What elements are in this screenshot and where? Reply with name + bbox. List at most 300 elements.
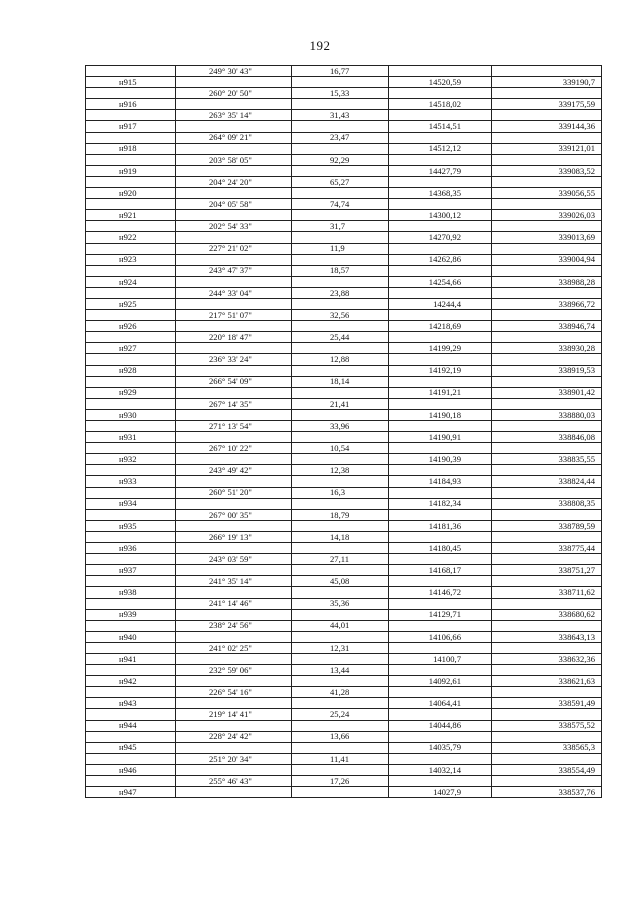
empty-y-cell [492,576,602,587]
empty-y-cell [492,221,602,232]
segment-row [86,709,602,720]
point-name-cell: н926 [86,321,176,332]
distance-cell: 33,96 [292,421,389,432]
y-coordinate-cell: 338775,44 [492,543,602,554]
empty-angle-cell [176,498,292,509]
point-row [86,387,602,398]
x-coordinate-cell: 14092,61 [389,676,492,687]
x-coordinate-cell: 14129,71 [389,609,492,620]
x-coordinate-cell: 14192,19 [389,365,492,376]
y-coordinate-cell: 338808,35 [492,498,602,509]
segment-row [86,687,602,698]
segment-row [86,753,602,764]
empty-distance-cell [292,343,389,354]
bearing-angle-cell: 267° 00' 35" [176,509,292,520]
x-coordinate-cell: 14106,66 [389,631,492,642]
bearing-angle-cell: 232° 59' 06" [176,665,292,676]
y-coordinate-cell: 338575,52 [492,720,602,731]
empty-x-cell [389,354,492,365]
empty-distance-cell [292,698,389,709]
empty-point-cell [86,665,176,676]
empty-distance-cell [292,409,389,420]
empty-point-cell [86,154,176,165]
point-name-cell: н919 [86,165,176,176]
x-coordinate-cell: 14027,9 [389,787,492,798]
empty-point-cell [86,310,176,321]
empty-y-cell [492,665,602,676]
empty-angle-cell [176,121,292,132]
empty-point-cell [86,465,176,476]
empty-distance-cell [292,742,389,753]
point-row [86,232,602,243]
bearing-angle-cell: 264° 09' 21" [176,132,292,143]
empty-point-cell [86,598,176,609]
empty-x-cell [389,243,492,254]
segment-row [86,554,602,565]
point-row [86,143,602,154]
x-coordinate-cell: 14190,91 [389,432,492,443]
y-coordinate-cell: 338824,44 [492,476,602,487]
point-row [86,409,602,420]
segment-row [86,265,602,276]
point-row [86,188,602,199]
distance-cell: 14,18 [292,531,389,542]
empty-x-cell [389,132,492,143]
empty-angle-cell [176,720,292,731]
point-name-cell: н921 [86,210,176,221]
empty-distance-cell [292,365,389,376]
point-row [86,121,602,132]
point-name-cell: н936 [86,543,176,554]
point-name-cell: н916 [86,99,176,110]
empty-distance-cell [292,210,389,221]
bearing-angle-cell: 243° 49' 42" [176,465,292,476]
empty-y-cell [492,310,602,321]
empty-x-cell [389,731,492,742]
point-name-cell: н925 [86,298,176,309]
empty-y-cell [492,66,602,77]
point-row [86,276,602,287]
empty-distance-cell [292,631,389,642]
x-coordinate-cell: 14168,17 [389,565,492,576]
empty-point-cell [86,287,176,298]
distance-cell: 18,79 [292,509,389,520]
point-name-cell: н928 [86,365,176,376]
point-name-cell: н935 [86,520,176,531]
empty-point-cell [86,66,176,77]
y-coordinate-cell: 338919,53 [492,365,602,376]
empty-angle-cell [176,254,292,265]
empty-angle-cell [176,609,292,620]
segment-row [86,332,602,343]
empty-angle-cell [176,232,292,243]
empty-distance-cell [292,565,389,576]
empty-distance-cell [292,165,389,176]
x-coordinate-cell: 14044,86 [389,720,492,731]
empty-distance-cell [292,720,389,731]
empty-distance-cell [292,543,389,554]
empty-angle-cell [176,787,292,798]
segment-row [86,376,602,387]
distance-cell: 45,08 [292,576,389,587]
empty-point-cell [86,221,176,232]
empty-y-cell [492,88,602,99]
point-name-cell: н931 [86,432,176,443]
empty-y-cell [492,199,602,210]
empty-angle-cell [176,387,292,398]
segment-row [86,132,602,143]
empty-x-cell [389,332,492,343]
distance-cell: 92,29 [292,154,389,165]
empty-point-cell [86,731,176,742]
empty-angle-cell [176,188,292,199]
empty-x-cell [389,421,492,432]
distance-cell: 17,26 [292,776,389,787]
segment-row [86,199,602,210]
bearing-angle-cell: 243° 47' 37" [176,265,292,276]
empty-distance-cell [292,653,389,664]
x-coordinate-cell: 14100,7 [389,653,492,664]
empty-distance-cell [292,232,389,243]
distance-cell: 31,43 [292,110,389,121]
empty-x-cell [389,154,492,165]
empty-distance-cell [292,787,389,798]
point-name-cell: н930 [86,409,176,420]
empty-angle-cell [176,454,292,465]
coordinates-table-body [86,66,602,798]
empty-y-cell [492,465,602,476]
point-name-cell: н943 [86,698,176,709]
bearing-angle-cell: 241° 14' 46" [176,598,292,609]
bearing-angle-cell: 219° 14' 41" [176,709,292,720]
empty-angle-cell [176,476,292,487]
point-row [86,165,602,176]
point-name-cell: н944 [86,720,176,731]
distance-cell: 18,14 [292,376,389,387]
y-coordinate-cell: 338643,13 [492,631,602,642]
segment-row [86,154,602,165]
empty-angle-cell [176,764,292,775]
point-row [86,343,602,354]
empty-y-cell [492,487,602,498]
bearing-angle-cell: 203° 58' 05" [176,154,292,165]
y-coordinate-cell: 338554,49 [492,764,602,775]
segment-row [86,665,602,676]
x-coordinate-cell: 14514,51 [389,121,492,132]
distance-cell: 12,88 [292,354,389,365]
y-coordinate-cell: 338880,03 [492,409,602,420]
y-coordinate-cell: 339144,36 [492,121,602,132]
empty-angle-cell [176,565,292,576]
x-coordinate-cell: 14244,4 [389,298,492,309]
segment-row [86,776,602,787]
point-name-cell: н939 [86,609,176,620]
empty-x-cell [389,221,492,232]
point-row [86,99,602,110]
point-row [86,742,602,753]
empty-point-cell [86,620,176,631]
segment-row [86,421,602,432]
empty-point-cell [86,132,176,143]
y-coordinate-cell: 338846,08 [492,432,602,443]
empty-y-cell [492,398,602,409]
point-row [86,365,602,376]
empty-point-cell [86,687,176,698]
empty-x-cell [389,776,492,787]
point-name-cell: н940 [86,631,176,642]
x-coordinate-cell: 14064,41 [389,698,492,709]
segment-row [86,642,602,653]
empty-y-cell [492,265,602,276]
y-coordinate-cell: 338680,62 [492,609,602,620]
point-name-cell: н917 [86,121,176,132]
y-coordinate-cell: 338988,28 [492,276,602,287]
point-name-cell: н938 [86,587,176,598]
empty-point-cell [86,176,176,187]
point-name-cell: н947 [86,787,176,798]
bearing-angle-cell: 204° 24' 20" [176,176,292,187]
empty-distance-cell [292,609,389,620]
empty-point-cell [86,110,176,121]
y-coordinate-cell: 339056,55 [492,188,602,199]
empty-y-cell [492,776,602,787]
bearing-angle-cell: 267° 14' 35" [176,398,292,409]
empty-y-cell [492,176,602,187]
segment-row [86,66,602,77]
x-coordinate-cell: 14146,72 [389,587,492,598]
empty-distance-cell [292,121,389,132]
empty-x-cell [389,265,492,276]
empty-x-cell [389,310,492,321]
y-coordinate-cell: 339004,94 [492,254,602,265]
empty-distance-cell [292,298,389,309]
empty-point-cell [86,531,176,542]
y-coordinate-cell: 338632,36 [492,653,602,664]
empty-y-cell [492,243,602,254]
empty-angle-cell [176,298,292,309]
distance-cell: 13,44 [292,665,389,676]
point-row [86,653,602,664]
empty-x-cell [389,465,492,476]
x-coordinate-cell: 14270,92 [389,232,492,243]
distance-cell: 11,41 [292,753,389,764]
empty-point-cell [86,88,176,99]
distance-cell: 15,33 [292,88,389,99]
distance-cell: 18,57 [292,265,389,276]
bearing-angle-cell: 266° 19' 13" [176,531,292,542]
y-coordinate-cell: 339190,7 [492,77,602,88]
bearing-angle-cell: 243° 03' 59" [176,554,292,565]
empty-point-cell [86,398,176,409]
distance-cell: 27,11 [292,554,389,565]
empty-distance-cell [292,454,389,465]
empty-y-cell [492,443,602,454]
point-name-cell: н922 [86,232,176,243]
bearing-angle-cell: 220° 18' 47" [176,332,292,343]
empty-x-cell [389,665,492,676]
point-name-cell: н915 [86,77,176,88]
distance-cell: 13,66 [292,731,389,742]
distance-cell: 32,56 [292,310,389,321]
x-coordinate-cell: 14512,12 [389,143,492,154]
distance-cell: 11,9 [292,243,389,254]
empty-distance-cell [292,77,389,88]
y-coordinate-cell: 338565,3 [492,742,602,753]
bearing-angle-cell: 266° 54' 09" [176,376,292,387]
empty-x-cell [389,753,492,764]
empty-y-cell [492,709,602,720]
empty-y-cell [492,376,602,387]
distance-cell: 35,36 [292,598,389,609]
empty-x-cell [389,531,492,542]
point-name-cell: н934 [86,498,176,509]
x-coordinate-cell: 14262,86 [389,254,492,265]
segment-row [86,509,602,520]
point-row [86,254,602,265]
segment-row [86,576,602,587]
point-row [86,631,602,642]
empty-point-cell [86,332,176,343]
empty-angle-cell [176,210,292,221]
empty-angle-cell [176,365,292,376]
empty-point-cell [86,265,176,276]
empty-distance-cell [292,99,389,110]
bearing-angle-cell: 217° 51' 07" [176,310,292,321]
x-coordinate-cell: 14427,79 [389,165,492,176]
empty-point-cell [86,354,176,365]
bearing-angle-cell: 241° 35' 14" [176,576,292,587]
point-name-cell: н924 [86,276,176,287]
y-coordinate-cell: 339013,69 [492,232,602,243]
bearing-angle-cell: 238° 24' 56" [176,620,292,631]
x-coordinate-cell: 14032,14 [389,764,492,775]
y-coordinate-cell: 339175,59 [492,99,602,110]
bearing-angle-cell: 267° 10' 22" [176,443,292,454]
empty-angle-cell [176,543,292,554]
point-row [86,787,602,798]
distance-cell: 31,7 [292,221,389,232]
x-coordinate-cell: 14190,39 [389,454,492,465]
empty-angle-cell [176,99,292,110]
empty-point-cell [86,642,176,653]
point-row [86,432,602,443]
distance-cell: 12,31 [292,642,389,653]
y-coordinate-cell: 339083,52 [492,165,602,176]
coordinates-table [85,65,602,798]
segment-row [86,487,602,498]
empty-angle-cell [176,676,292,687]
empty-distance-cell [292,432,389,443]
point-name-cell: н933 [86,476,176,487]
empty-distance-cell [292,254,389,265]
point-name-cell: н942 [86,676,176,687]
y-coordinate-cell: 338946,74 [492,321,602,332]
y-coordinate-cell: 338930,28 [492,343,602,354]
segment-row [86,243,602,254]
empty-x-cell [389,642,492,653]
empty-point-cell [86,243,176,254]
page-number: 192 [309,38,331,53]
empty-point-cell [86,509,176,520]
point-name-cell: н918 [86,143,176,154]
empty-x-cell [389,687,492,698]
empty-x-cell [389,509,492,520]
bearing-angle-cell: 202° 54' 33" [176,221,292,232]
empty-x-cell [389,110,492,121]
empty-point-cell [86,487,176,498]
distance-cell: 74,74 [292,199,389,210]
empty-angle-cell [176,742,292,753]
point-name-cell: н923 [86,254,176,265]
empty-angle-cell [176,143,292,154]
x-coordinate-cell: 14368,35 [389,188,492,199]
y-coordinate-cell: 338591,49 [492,698,602,709]
empty-point-cell [86,776,176,787]
point-row [86,587,602,598]
empty-angle-cell [176,432,292,443]
empty-point-cell [86,443,176,454]
y-coordinate-cell: 338901,42 [492,387,602,398]
point-name-cell: н946 [86,764,176,775]
empty-distance-cell [292,520,389,531]
x-coordinate-cell: 14518,02 [389,99,492,110]
distance-cell: 23,47 [292,132,389,143]
segment-row [86,110,602,121]
bearing-angle-cell: 244° 33' 04" [176,287,292,298]
segment-row [86,176,602,187]
bearing-angle-cell: 204° 05' 58" [176,199,292,210]
empty-y-cell [492,598,602,609]
point-name-cell: н920 [86,188,176,199]
distance-cell: 25,44 [292,332,389,343]
bearing-angle-cell: 251° 20' 34" [176,753,292,764]
bearing-angle-cell: 260° 20' 50" [176,88,292,99]
point-row [86,498,602,509]
empty-x-cell [389,66,492,77]
empty-x-cell [389,398,492,409]
segment-row [86,221,602,232]
x-coordinate-cell: 14520,59 [389,77,492,88]
y-coordinate-cell: 338711,62 [492,587,602,598]
empty-distance-cell [292,676,389,687]
empty-x-cell [389,176,492,187]
distance-cell: 41,28 [292,687,389,698]
point-row [86,720,602,731]
point-name-cell: н927 [86,343,176,354]
empty-y-cell [492,110,602,121]
bearing-angle-cell: 236° 33' 24" [176,354,292,365]
empty-angle-cell [176,698,292,709]
bearing-angle-cell: 271° 13' 54" [176,421,292,432]
point-name-cell: н932 [86,454,176,465]
empty-angle-cell [176,343,292,354]
segment-row [86,354,602,365]
segment-row [86,531,602,542]
bearing-angle-cell: 255° 46' 43" [176,776,292,787]
point-row [86,77,602,88]
empty-distance-cell [292,276,389,287]
segment-row [86,465,602,476]
empty-distance-cell [292,587,389,598]
point-row [86,454,602,465]
empty-angle-cell [176,587,292,598]
empty-y-cell [492,509,602,520]
point-row [86,609,602,620]
empty-angle-cell [176,77,292,88]
empty-angle-cell [176,321,292,332]
y-coordinate-cell: 339121,01 [492,143,602,154]
empty-distance-cell [292,498,389,509]
